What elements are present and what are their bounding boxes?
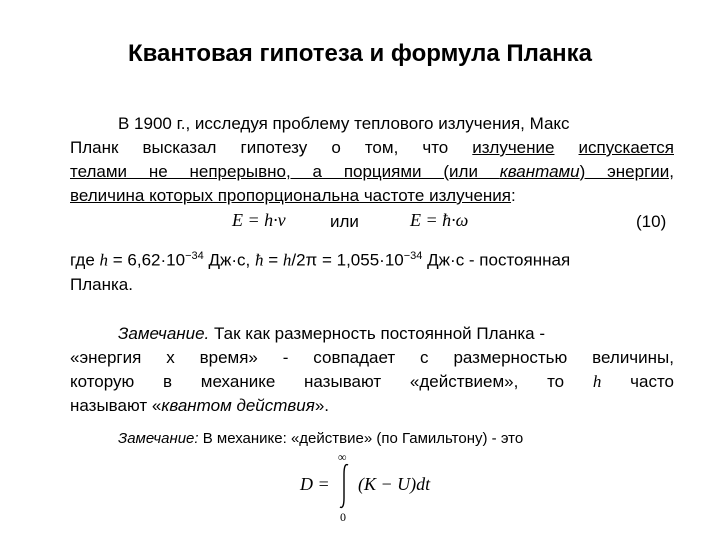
p4-rest: В механике: «действие» (по Гамильтону) - это — [198, 430, 524, 447]
integral-lower-limit: 0 — [340, 510, 346, 524]
p2-text-a: где — [70, 250, 100, 270]
p3-line4 — [70, 394, 674, 418]
p1-line2-c — [554, 138, 578, 157]
p1-line3-c: ) энергии, — [579, 162, 675, 181]
formula-planck-omega: E = ħ·ω — [410, 210, 469, 230]
exponent-2: −34 — [403, 250, 423, 262]
p3-line3-b: часто — [601, 372, 674, 391]
p1-line3-b: квантами — [499, 162, 580, 181]
integral-upper-limit: ∞ — [338, 450, 347, 464]
remark-label-1: Замечание. — [118, 324, 210, 343]
p2-text-e: /2π = 1,055·10 — [291, 250, 404, 270]
p1-line2-b: излучение — [472, 138, 555, 157]
p2-line2: Планка. — [70, 274, 133, 294]
symbol-h-3: h — [592, 372, 602, 391]
p2-text-c: Дж·с, — [203, 250, 255, 270]
p1-line2 — [70, 136, 674, 160]
p1-line2-d: испускается — [578, 138, 674, 157]
integral-lhs: D = — [300, 474, 330, 494]
formula-or: или — [330, 212, 359, 231]
p3-line1 — [70, 322, 674, 346]
p3-line4-a: называют « — [70, 396, 162, 415]
formula-planck-nu: E = h·ν — [232, 210, 286, 230]
p2-line1 — [70, 244, 674, 273]
p1-line3 — [70, 160, 674, 184]
p1-line2-a: Планк высказал гипотезу о том, что — [70, 138, 473, 157]
p1-line3-a: телами не непрерывно, а порциями (или — [70, 162, 500, 181]
formula-number: (10) — [636, 212, 667, 231]
symbol-h: h — [99, 250, 109, 270]
remark-label-2: Замечание: — [118, 430, 199, 447]
symbol-h-2: h — [282, 250, 292, 270]
p3-line3-a: которую в механике называют «действием», то — [70, 372, 593, 391]
p3-line4-it: квантом действия — [161, 396, 315, 415]
p3-line1-rest: Так как размерность постоянной Планка - — [209, 324, 545, 343]
integral-sign-icon — [336, 462, 352, 510]
p1-line4-b: : — [511, 186, 516, 205]
p2-text-f: Дж·с - постоянная — [422, 250, 571, 270]
p3-line3 — [70, 370, 674, 394]
p3-line2: «энергия x время» - совпадает с размерностью величины, — [70, 348, 674, 367]
p1-line1: В 1900 г., исследуя проблему теплового излучения, Макс — [118, 114, 570, 133]
paragraph-remark-2 — [118, 430, 523, 447]
p2-text-b: = 6,62·10 — [108, 250, 186, 270]
p2-text-d: = — [263, 250, 283, 270]
symbol-hbar: ħ — [254, 250, 264, 270]
paragraph-remark-1 — [70, 322, 674, 418]
exponent-1: −34 — [185, 250, 204, 262]
p1-line4-a: величина которых пропорциональна частоте излучения — [70, 186, 512, 205]
paragraph-planck-constant — [70, 244, 674, 297]
paragraph-planck-hypothesis — [70, 112, 674, 208]
p1-line4 — [70, 184, 674, 208]
page-title: Квантовая гипотеза и формула Планка — [127, 40, 593, 67]
p3-line4-b: ». — [314, 396, 330, 415]
integral-body: (K − U)dt — [358, 474, 431, 494]
